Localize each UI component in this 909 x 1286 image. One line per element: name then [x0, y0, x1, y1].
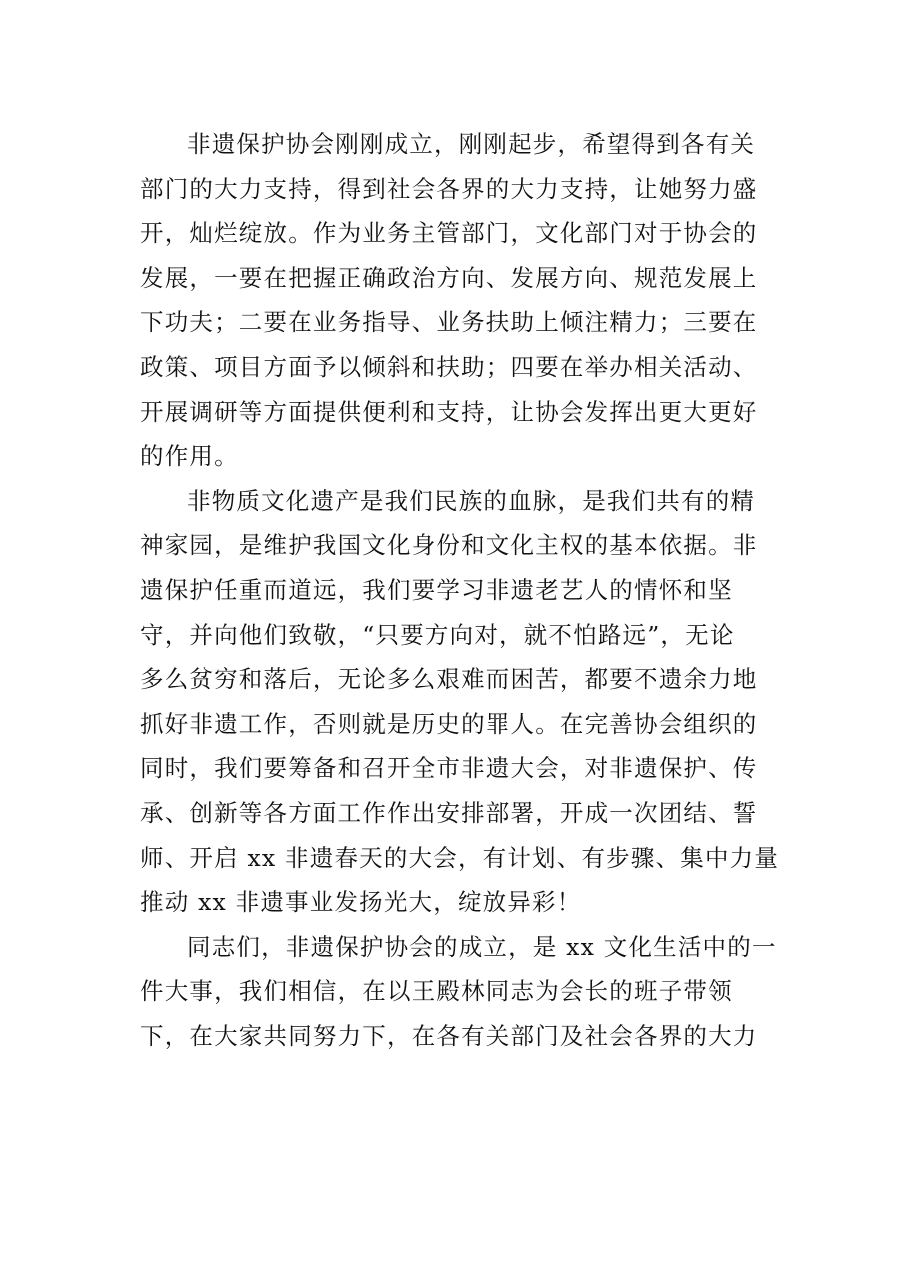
paragraph-line: 的作用。 [140, 442, 239, 471]
paragraph-line: 发展，一要在把握正确政治方向、发展方向、规范发展上 [140, 263, 758, 292]
paragraph-line: 下功夫；二要在业务指导、业务扶助上倾注精力；三要在 [140, 308, 758, 337]
paragraph-line: 推动 xx 非遗事业发扬光大，绽放异彩！ [140, 888, 582, 917]
paragraph-line: 非遗保护协会刚刚成立，刚刚起步，希望得到各有关 [187, 130, 756, 158]
paragraph-3 [140, 925, 780, 1059]
paragraph-line: 师、开启 xx 非遗春天的大会，有计划、有步骤、集中力量 [140, 843, 780, 872]
paragraph-1 [140, 122, 780, 479]
paragraph-line: 多么贫穷和落后，无论多么艰难而困苦，都要不遗余力地 [140, 665, 758, 694]
paragraph-line: 政策、项目方面予以倾斜和扶助；四要在举办相关活动、 [140, 352, 758, 381]
paragraph-2 [140, 479, 780, 925]
paragraph-line: 同志们，非遗保护协会的成立，是 xx 文化生活中的一 [187, 932, 777, 961]
paragraph-line: 承、创新等各方面工作作出安排部署，开成一次团结、誓 [140, 798, 758, 827]
paragraph-line: 抓好非遗工作，否则就是历史的罪人。在完善协会组织的 [140, 709, 758, 738]
paragraph-line: 同时，我们要筹备和召开全市非遗大会，对非遗保护、传 [140, 754, 758, 783]
paragraph-line: 件大事，我们相信，在以王殿林同志为会长的班子带领 [140, 977, 733, 1006]
paragraph-line: 开展调研等方面提供便利和支持，让协会发挥出更大更好 [140, 397, 758, 426]
paragraph-line: 下，在大家共同努力下，在各有关部门及社会各界的大力 [140, 1021, 758, 1050]
document-body [140, 122, 780, 1058]
paragraph-line: 开，灿烂绽放。作为业务主管部门，文化部门对于协会的 [140, 219, 758, 248]
paragraph-line: 非物质文化遗产是我们民族的血脉，是我们共有的精 [187, 486, 756, 515]
paragraph-line: 守，并向他们致敬，“只要方向对，就不怕路远”，无论 [140, 620, 735, 649]
paragraph-line: 神家园，是维护我国文化身份和文化主权的基本依据。非 [140, 531, 758, 560]
paragraph-line: 遗保护任重而道远，我们要学习非遗老艺人的情怀和坚 [140, 575, 733, 604]
paragraph-line: 部门的大力支持，得到社会各界的大力支持，让她努力盛 [140, 174, 758, 203]
